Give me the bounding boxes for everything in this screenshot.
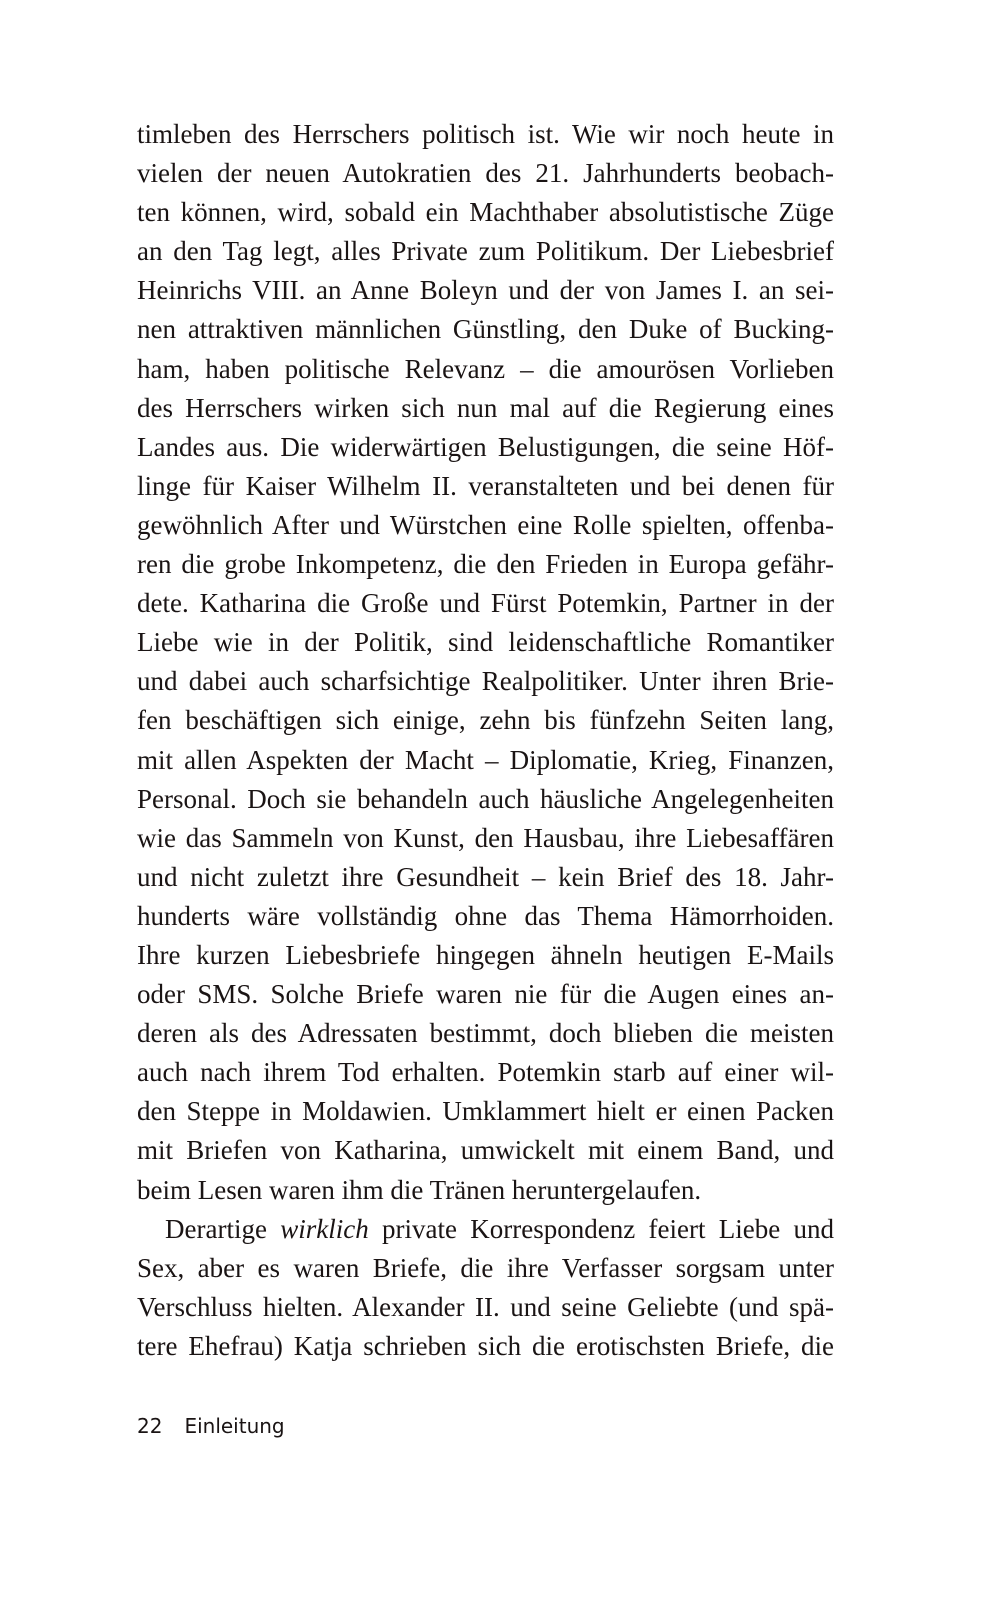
text-line: tere Ehefrau) Katja schrieben sich die erotischsten Briefe, die	[137, 1330, 834, 1361]
text-line: Personal. Doch sie behandeln auch häusliche Angelegenheiten	[137, 783, 834, 814]
text-line: mit Briefen von Katharina, umwickelt mit einem Band, und	[137, 1135, 834, 1166]
text-line: fen beschäftigen sich einige, zehn bis fünfzehn Seiten lang,	[137, 705, 834, 736]
text-line: Landes aus. Die widerwärtigen Belustigungen, die seine Höf-	[137, 431, 834, 462]
text-line: linge für Kaiser Wilhelm II. veranstalteten und bei denen für	[137, 470, 834, 501]
text-line: des Herrschers wirken sich nun mal auf die Regierung eines	[137, 392, 834, 423]
text-line: deren als des Adressaten bestimmt, doch blieben die meisten	[137, 1018, 834, 1049]
text-line: Verschluss hielten. Alexander II. und seine Geliebte (und spä-	[137, 1291, 834, 1322]
text-line: oder SMS. Solche Briefe waren nie für die Augen eines an-	[137, 979, 834, 1010]
body-text	[137, 115, 834, 1366]
text-line: an den Tag legt, alles Private zum Politikum. Der Liebesbrief	[137, 236, 834, 267]
text-line: auch nach ihrem Tod erhalten. Potemkin starb auf einer wil-	[137, 1057, 834, 1088]
text-line: ren die grobe Inkompetenz, die den Frieden in Europa gefähr-	[137, 549, 834, 580]
text-line: timleben des Herrschers politisch ist. Wie wir noch heute in	[137, 119, 834, 149]
text-line: beim Lesen waren ihm die Tränen heruntergelaufen.	[137, 1174, 702, 1205]
text-line: ten können, wird, sobald ein Machthaber absolutistische Züge	[137, 197, 834, 228]
text-line: ham, haben politische Relevanz – die amourösen Vorlieben	[137, 353, 834, 384]
text-line: dete. Katharina die Große und Fürst Potemkin, Partner in der	[137, 588, 834, 619]
text-line	[137, 1210, 834, 1249]
text-line: und nicht zuletzt ihre Gesundheit – kein Brief des 18. Jahr-	[137, 861, 834, 892]
text-line: hunderts wäre vollständig ohne das Thema Hämorrhoiden.	[137, 900, 834, 931]
text-line: nen attraktiven männlichen Günstling, den Duke of Bucking-	[137, 314, 834, 345]
text-segment: Derartige	[165, 1213, 281, 1244]
running-section-title: Einleitung	[184, 1414, 285, 1438]
text-line: Heinrichs VIII. an Anne Boleyn und der von James I. an sei-	[137, 275, 834, 306]
page-number: 22	[137, 1414, 163, 1438]
text-line: Sex, aber es waren Briefe, die ihre Verfasser sorgsam unter	[137, 1252, 834, 1283]
text-line: den Steppe in Moldawien. Umklammert hielt er einen Packen	[137, 1096, 834, 1127]
text-line: mit allen Aspekten der Macht – Diplomatie, Krieg, Finanzen,	[137, 744, 834, 775]
text-line: wie das Sammeln von Kunst, den Hausbau, ihre Liebesaffären	[137, 822, 834, 853]
text-line: gewöhnlich After und Würstchen eine Rolle spielten, offenba-	[137, 509, 834, 540]
page-footer	[137, 1414, 285, 1438]
text-line: Ihre kurzen Liebesbriefe hingegen ähneln heutigen E-Mails	[137, 939, 834, 970]
emphasis-text: wirklich	[280, 1213, 369, 1244]
text-line: vielen der neuen Autokratien des 21. Jahrhunderts beobach-	[137, 158, 834, 189]
text-line: und dabei auch scharfsichtige Realpolitiker. Unter ihren Brie-	[137, 666, 834, 697]
text-segment: private Korrespondenz feiert Liebe und	[368, 1213, 834, 1244]
text-line: Liebe wie in der Politik, sind leidenschaftliche Romantiker	[137, 627, 834, 658]
